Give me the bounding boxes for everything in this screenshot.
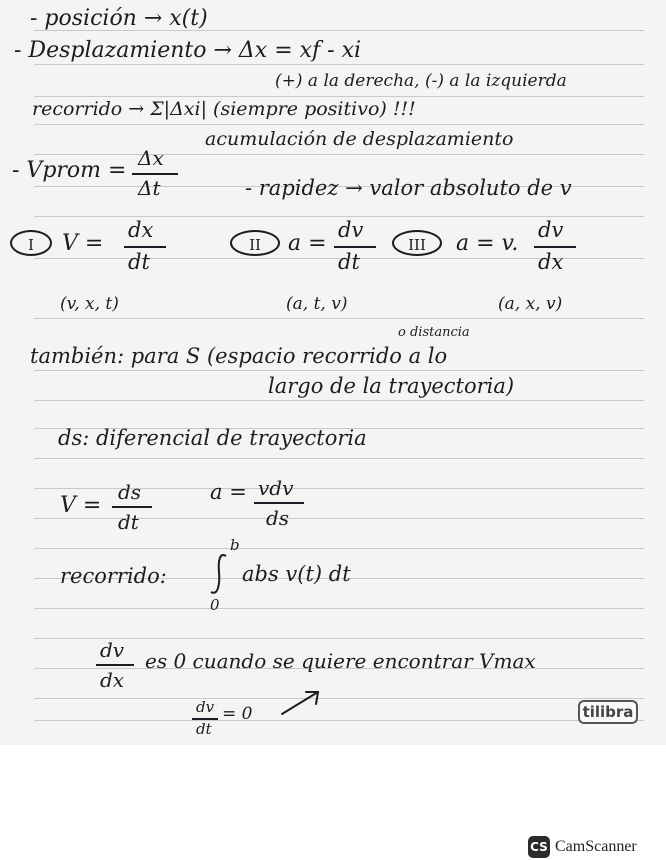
eq3-lhs: a = v. — [456, 231, 519, 256]
dvdx-denominator: dx — [100, 668, 125, 692]
note-recorrido: recorrido → Σ|Δxi| (siempre positivo) !!! — [32, 98, 416, 120]
integral-sign-icon — [206, 552, 232, 598]
note-trayectoria: largo de la trayectoria) — [268, 374, 515, 398]
eq1-fraction-bar — [124, 246, 166, 248]
camscanner-logo-icon: CS — [528, 836, 550, 858]
vprom-numerator: Δx — [138, 146, 164, 170]
eq3-variables: (a, x, v) — [498, 294, 563, 314]
ruled-line — [34, 64, 644, 65]
note-posicion: - posición → x(t) — [30, 6, 208, 31]
note-desplazamiento: - Desplazamiento → Δx = xf - xi — [14, 38, 362, 63]
eq2-lhs: a = — [288, 231, 327, 256]
hand-drawn-arrow-icon — [278, 684, 324, 720]
ruled-line — [34, 400, 644, 401]
note-tambien: también: para S (espacio recorrido a lo — [30, 344, 448, 368]
dvdt-equals-zero: = 0 — [222, 704, 253, 724]
integrand: abs v(t) dt — [242, 562, 351, 586]
ruled-line — [34, 318, 644, 319]
camscanner-watermark: CamScanner — [555, 838, 637, 855]
ruled-line — [34, 216, 644, 217]
ruled-line — [34, 638, 644, 639]
eq2-denominator: dt — [338, 250, 360, 274]
ruled-line — [34, 720, 644, 721]
a-ds-numerator: vdv — [258, 476, 294, 500]
eq2-fraction-bar — [334, 246, 376, 248]
eq1-denominator: dt — [128, 250, 150, 274]
vprom-fraction-bar — [132, 173, 178, 175]
a-ds-fraction-bar — [254, 502, 304, 504]
v-ds-denominator: dt — [118, 510, 139, 534]
ruled-line — [34, 458, 644, 459]
note-acumulacion: acumulación de desplazamiento — [205, 128, 514, 150]
recorrido-lhs: recorrido: — [60, 564, 167, 588]
v-ds-fraction-bar — [112, 506, 152, 508]
equation-number-2: II — [230, 230, 280, 256]
dvdt-denominator: dt — [196, 720, 212, 738]
note-o-distancia: o distancia — [398, 325, 470, 340]
v-ds-numerator: ds — [118, 480, 142, 504]
note-rapidez: - rapidez → valor absoluto de v — [245, 176, 572, 200]
ruled-line — [34, 154, 644, 155]
a-ds-lhs: a = — [210, 480, 247, 504]
eq1-lhs: V = — [62, 231, 104, 256]
vprom-denominator: Δt — [138, 176, 161, 200]
integral-lower-limit: 0 — [210, 596, 220, 614]
eq1-numerator: dx — [128, 218, 154, 242]
vprom-label: - Vprom = — [12, 158, 127, 183]
note-vmax: es 0 cuando se quiere encontrar Vmax — [145, 649, 536, 673]
note-ds-definicion: ds: diferencial de trayectoria — [58, 426, 367, 450]
eq3-fraction-bar — [534, 246, 576, 248]
a-ds-denominator: ds — [266, 506, 290, 530]
v-ds-lhs: V = — [60, 493, 102, 518]
ruled-line — [34, 608, 644, 609]
eq1-variables: (v, x, t) — [60, 294, 119, 314]
note-signo: (+) a la derecha, (-) a la izquierda — [275, 71, 567, 91]
eq2-variables: (a, t, v) — [286, 294, 348, 314]
integral-upper-limit: b — [230, 536, 240, 554]
dvdx-numerator: dv — [100, 638, 125, 662]
ruled-line — [34, 370, 644, 371]
equation-number-1: I — [10, 230, 52, 256]
ruled-line — [34, 124, 644, 125]
dvdt-numerator: dv — [196, 698, 215, 716]
equation-number-3: III — [392, 230, 442, 256]
eq3-numerator: dv — [538, 218, 564, 242]
ruled-line — [34, 698, 644, 699]
notebook-brand-logo: tilibra — [578, 700, 638, 724]
eq3-denominator: dx — [538, 250, 564, 274]
dvdx-fraction-bar — [96, 664, 134, 666]
eq2-numerator: dv — [338, 218, 364, 242]
ruled-line — [34, 548, 644, 549]
ruled-line — [34, 96, 644, 97]
